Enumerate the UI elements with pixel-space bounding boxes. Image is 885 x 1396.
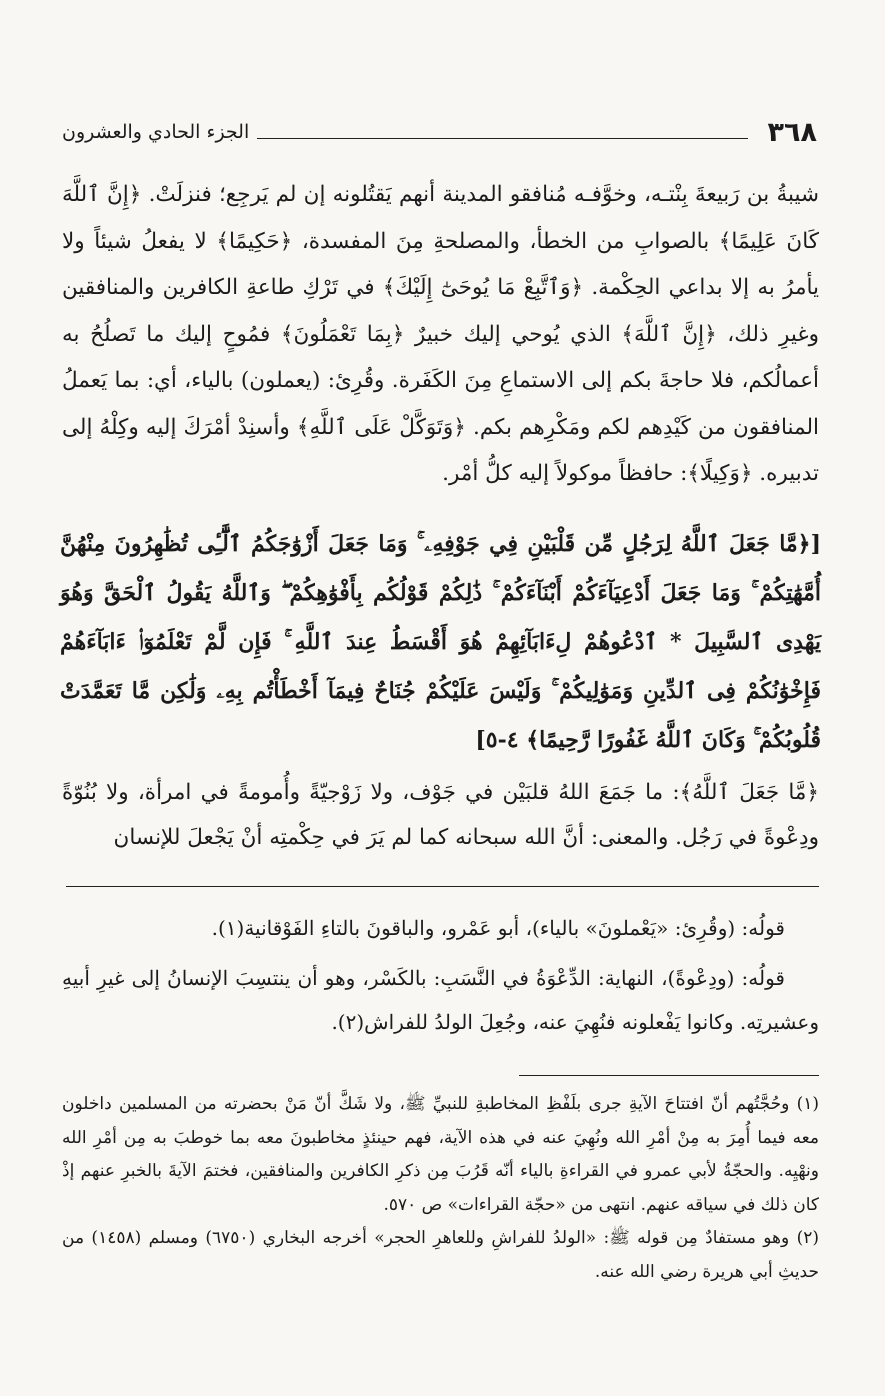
header-rule	[257, 138, 747, 139]
commentary-section	[62, 906, 819, 1044]
commentary-note-2: قولُه: (ودِعْوةً)، النهاية: الدِّعْوَةُ في النَّسَبِ: بالكَسْر، وهو أن ينتسِبَ الإنسانُ إلى غيرِ أبيهِ وعشيرتِه. وكانوا يَفْعلونه فنُهِيَ عنه، وجُعِلَ الولدُ للفراش(٢).	[62, 966, 819, 1034]
commentary-note-1: قولُه: (وقُرِئ: «يَعْملونَ» بالياء)، أبو عَمْرو، والباقونَ بالتاءِ الفَوْقانية(١).	[211, 916, 785, 940]
main-text	[62, 172, 819, 498]
verse-explanation: ﴿مَّا جَعَلَ ٱللَّهُ﴾: ما جَمَعَ اللهُ قلبَيْن في جَوْف، ولا زَوْجيّةً وأُمومةً في امرأة، ولا بُنُوّةً ودِعْوةً في رَجُل. والمعنى: أنَّ الله سبحانه كما لم يَرَ في حِكْمتِه أنْ يَجْعلَ للإنسان	[62, 780, 819, 850]
page-number: ٣٦٨	[767, 116, 817, 148]
footnotes-section	[62, 1088, 819, 1289]
footnote-separator	[519, 1075, 819, 1076]
commentary-separator	[66, 886, 819, 887]
footnote-1: (١) وحُجَّتُهم أنّ افتتاحَ الآيةِ جرى بلَفْظِ المخاطبةِ للنبيِّ ﷺ، ولا شَكَّ أنّ مَنْ بحضرته من المسلمين داخلون معه فيما أُمِرَ به مِنْ أمْرِ الله ونُهِيَ عنه في هذه الآية، فهم حينئذٍ مخاطبونَ معه بما خوطبَ به مِن أمْرِ الله ونهْيِه. والحجّةُ لأبي عمرو في القراءةِ بالياء أنّه قَرُبَ مِن ذكرِ الكافرين والمنافقين، فختمَ الآيةَ بالخبرِ عنهم إذْ كان ذلك في سياقه عنهم. انتهى من «حجّة القراءات» ص ٥٧٠.	[62, 1094, 819, 1215]
footnote-2: (٢) وهو مستفادٌ مِن قوله ﷺ: «الولدُ للفراشِ وللعاهرِ الحجر» أخرجه البخاري (٦٧٥٠) ومسلم (١٤٥٨) من حديثِ أبي هريرة رضي الله عنه.	[62, 1228, 820, 1282]
running-title: الجزء الحادي والعشرون	[62, 121, 250, 143]
page-header	[62, 112, 817, 152]
body-paragraph: شيبةُ بن رَبيعةَ بِنْتـه، وخوَّفـه مُنافقو المدينة أنهم يَقتُلونه إن لم يَرجِع؛ فنزلَتْ. ﴿إِنَّ ٱللَّهَ كَانَ عَلِيمًا﴾ بالصوابِ من الخطأ، والمصلحةِ مِنَ المفسدة، ﴿حَكِيمًا﴾ لا يفعلُ شيئاً ولا يأمرُ به إلا بداعي الحِكْمة. ﴿وَٱتَّبِعْ مَا يُوحَىٰٓ إِلَيْكَ﴾ في تَرْكِ طاعةِ الكافرين والمنافقين وغيرِ ذلك، ﴿إِنَّ ٱللَّهَ﴾ الذي يُوحي إليك خبيرٌ ﴿بِمَا تَعْمَلُونَ﴾ فمُوحٍ إليك ما تَصلُحُ به أعمالُكم، فلا حاجةَ بكم إلى الاستماعِ مِنَ الكَفَرة. وقُرِئ: (يعملون) بالياء، أي: بما يَعملُ المنافقون من كَيْدِهم لكم ومَكْرِهم بكم. ﴿وَتَوَكَّلْ عَلَى ٱللَّهِ﴾ وأسنِدْ أمْرَكَ إليه وكِلْهُ إلى تدبيره. ﴿وَكِيلًا﴾: حافظاً موكولاً إليه كلُّ أمْر.	[62, 182, 819, 486]
quran-verse-block: [﴿مَّا جَعَلَ ٱللَّهُ لِرَجُلٍ مِّن قَلْبَيْنِ فِي جَوْفِهِۦ ۚ وَمَا جَعَلَ أَزْوَٰجَكُمُ ٱلَّٰٓـِٔى تُظَٰهِرُونَ مِنْهُنَّ أُمَّهَٰتِكُمْ ۚ وَمَا جَعَلَ أَدْعِيَآءَكُمْ أَبْنَآءَكُمْ ۚ ذَٰلِكُمْ قَوْلُكُم بِأَفْوَٰهِكُمْ ۖ وَٱللَّهُ يَقُولُ ٱلْحَقَّ وَهُوَ يَهْدِى ٱلسَّبِيلَ * ٱدْعُوهُمْ لِءَابَآئِهِمْ هُوَ أَقْسَطُ عِندَ ٱللَّهِ ۚ فَإِن لَّمْ تَعْلَمُوٓا۟ ءَابَآءَهُمْ فَإِخْوَٰنُكُمْ فِى ٱلدِّينِ وَمَوَٰلِيكُمْ ۚ وَلَيْسَ عَلَيْكُمْ جُنَاحٌ فِيمَآ أَخْطَأْتُم بِهِۦ وَلَٰكِن مَّا تَعَمَّدَتْ قُلُوبُكُمْ ۚ وَكَانَ ٱللَّهُ غَفُورًا رَّحِيمًا﴾ ٤-٥]	[60, 531, 821, 753]
